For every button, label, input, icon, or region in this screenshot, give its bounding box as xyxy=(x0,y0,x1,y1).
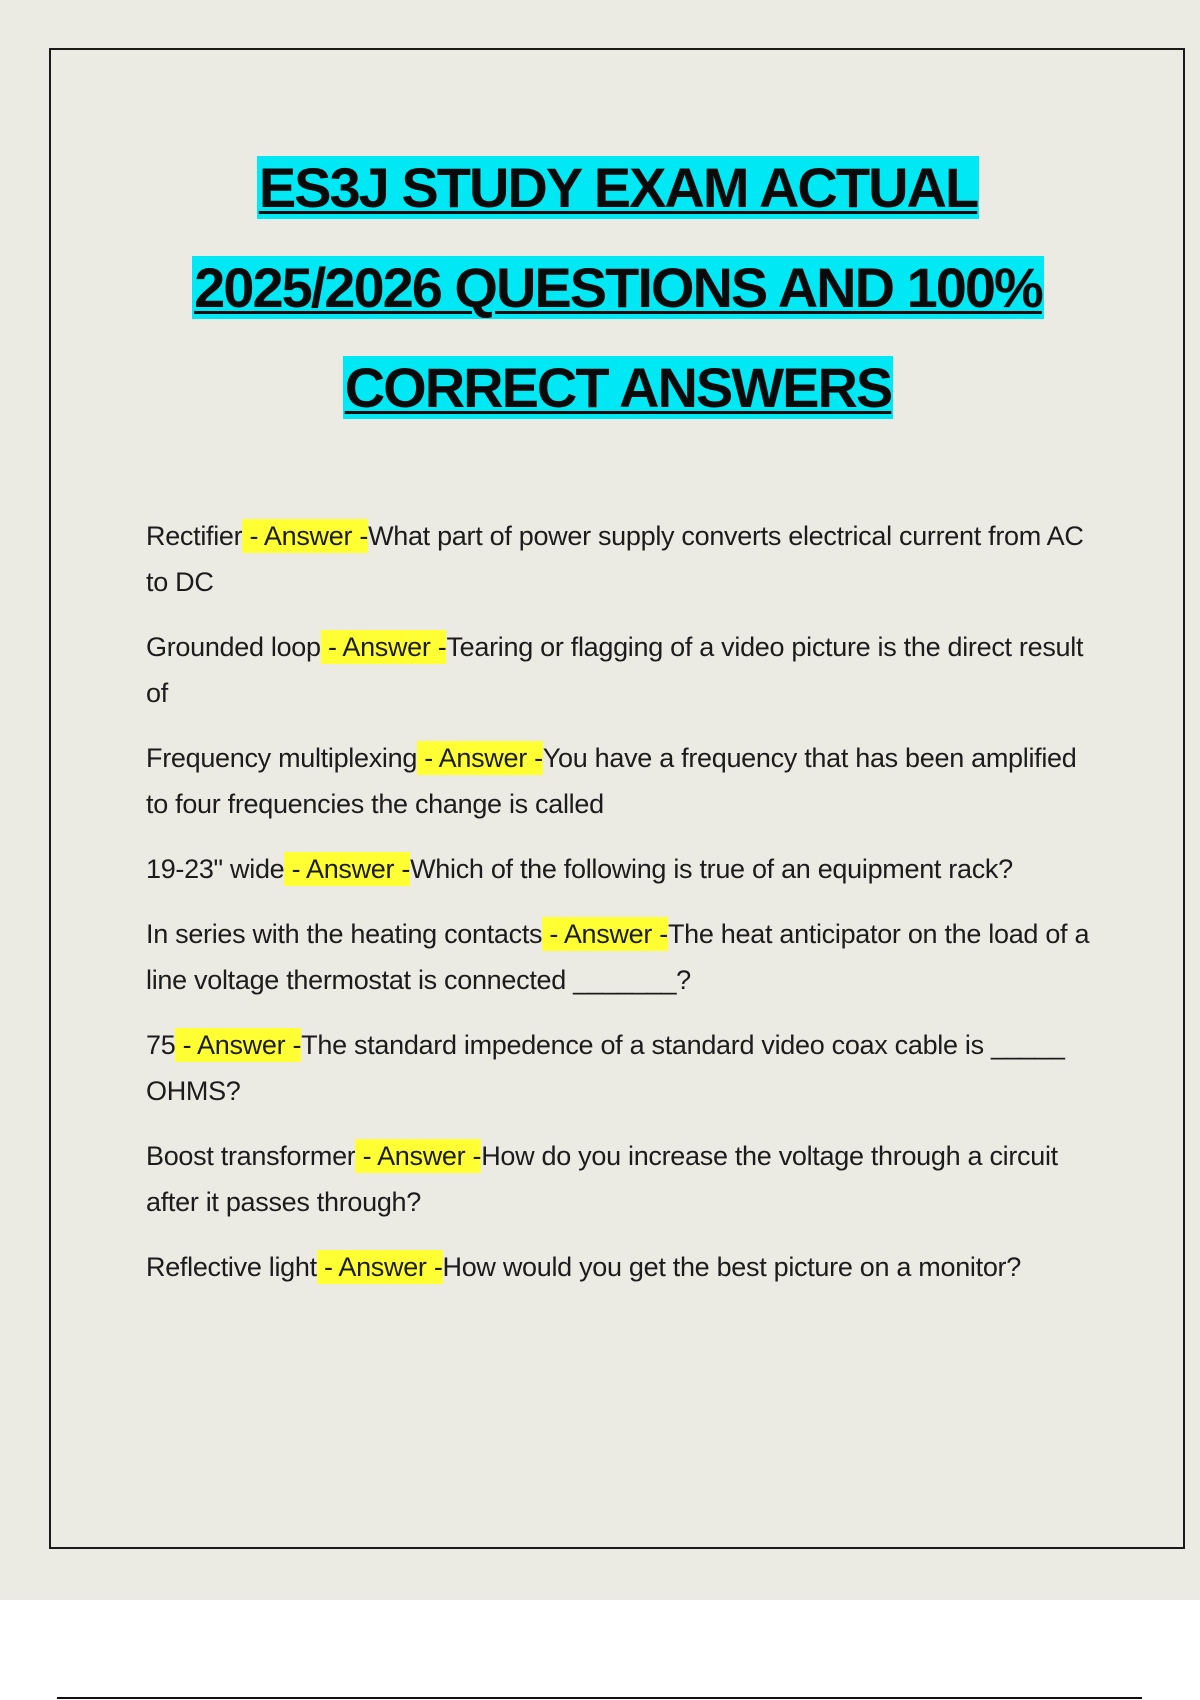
qa-list xyxy=(146,513,1096,1309)
question-text: The standard impedence of a standard video coax cable is _____ OHMS? xyxy=(146,1030,1065,1106)
question-text: What part of power supply converts electrical current from AC to DC xyxy=(146,521,1084,597)
title-line-1 xyxy=(0,138,1200,238)
answer-tag: - Answer - xyxy=(316,1252,443,1282)
title-line-1-text: ES3J STUDY EXAM ACTUAL xyxy=(258,156,978,219)
title-line-2 xyxy=(0,238,1200,338)
qa-item xyxy=(146,1133,1096,1225)
answer-tag: - Answer - xyxy=(320,632,447,662)
qa-item xyxy=(146,513,1096,605)
question-text: The heat anticipator on the load of a line voltage thermostat is connected _______? xyxy=(146,919,1090,995)
answer-tag: - Answer - xyxy=(242,521,369,551)
question-text: You have a frequency that has been amplified to four frequencies the change is called xyxy=(146,743,1077,819)
footer-rule xyxy=(57,1697,1142,1699)
answer-tag: - Answer - xyxy=(417,743,543,773)
question-text: How would you get the best picture on a monitor? xyxy=(442,1252,1021,1282)
qa-item xyxy=(146,735,1096,827)
title-line-2-text: 2025/2026 QUESTIONS AND 100% xyxy=(194,256,1042,319)
answer-term: Reflective light xyxy=(146,1252,317,1282)
answer-term: 75 xyxy=(146,1030,176,1060)
title-line-3-text: CORRECT ANSWERS xyxy=(344,356,892,419)
question-text: Which of the following is true of an equipment rack? xyxy=(410,854,1013,884)
title-line-3 xyxy=(0,338,1200,438)
qa-item xyxy=(146,846,1096,892)
question-text: Tearing or flagging of a video picture is the direct result of xyxy=(146,632,1084,708)
answer-term: In series with the heating contacts xyxy=(146,919,543,949)
qa-item xyxy=(146,911,1096,1003)
answer-term: Grounded loop xyxy=(146,632,321,662)
qa-item xyxy=(146,1022,1096,1114)
qa-item xyxy=(146,1244,1096,1290)
qa-item xyxy=(146,624,1096,716)
answer-term: 19-23" wide xyxy=(146,854,285,884)
answer-tag: - Answer - xyxy=(542,919,668,949)
answer-term: Rectifier xyxy=(146,521,243,551)
answer-tag: - Answer - xyxy=(284,854,411,884)
answer-tag: - Answer - xyxy=(175,1030,302,1060)
answer-term: Frequency multiplexing xyxy=(146,743,418,773)
document-title xyxy=(0,138,1200,438)
question-text: How do you increase the voltage through a circuit after it passes through? xyxy=(146,1141,1058,1217)
answer-tag: - Answer - xyxy=(355,1141,482,1171)
answer-term: Boost transformer xyxy=(146,1141,356,1171)
